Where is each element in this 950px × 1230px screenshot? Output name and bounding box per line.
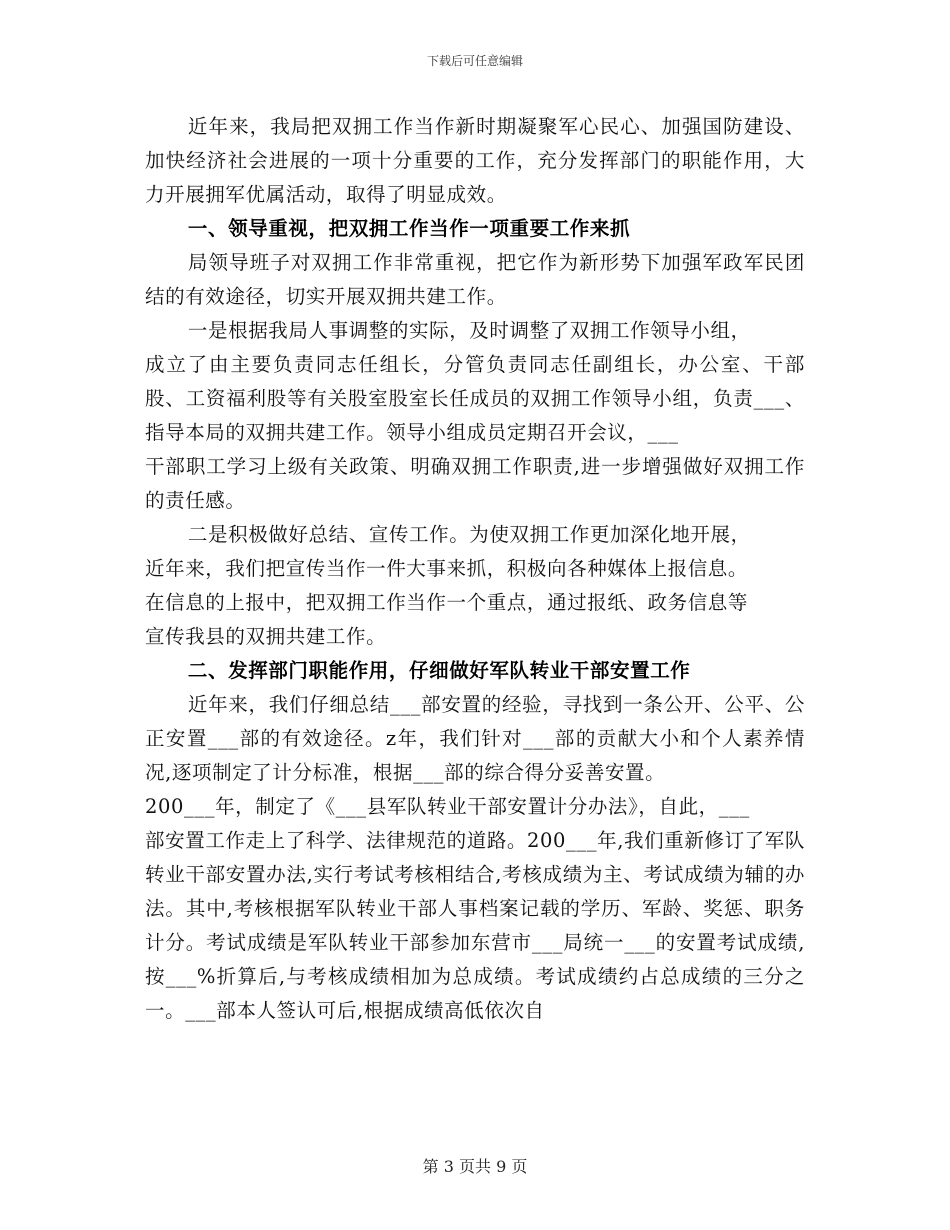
paragraph-leadership: 局领导班子对双拥工作非常重视，把它作为新形势下加强军政军民团结的有效途径，切实开展双拥共建工作。	[145, 251, 805, 308]
paragraph-intro: 近年来，我局把双拥工作当作新时期凝聚军心民心、加强国防建设、加快经济社会进展的一项十分重要的工作，充分发挥部门的职能作用，大力开展拥军优属活动，取得了明显成效。	[145, 115, 805, 206]
page-number: 第 3 页共 9 页	[422, 1157, 528, 1176]
paragraph-point-one: 一是根据我局人事调整的实际，及时调整了双拥工作领导小组， 成立了由主要负责同志任组长，分管负责同志任副组长，办公室、干部股、工资福利股等有关股室股室长任成员的双拥工作领导小组，负责___、指导本局的双拥共建工作。领导小组成员定期召开会议，___ 干部职工学习上级有关政策、明确双拥工作职责,进一步增强做好双拥工作的责任感。	[145, 319, 805, 512]
section-heading-1: 一、领导重视，把双拥工作当作一项重要工作来抓	[187, 217, 631, 240]
paragraph-point-two: 二是积极做好总结、宣传工作。为使双拥工作更加深化地开展， 近年来，我们把宣传当作一件大事来抓，积极向各种媒体上报信息。 在信息的上报中，把双拥工作当作一个重点，通过报纸、政务信息等 宣传我县的双拥共建工作。	[145, 523, 751, 648]
document-body	[145, 110, 805, 1028]
section-heading-2: 二、发挥部门职能作用，仔细做好军队转业干部安置工作	[187, 659, 691, 682]
paragraph-resettlement: 近年来，我们仔细总结___部安置的经验，寻找到一条公开、公平、公正安置___部的有效途径。z年，我们针对___部的贡献大小和个人素养情况,逐项制定了计分标准，根据___部的综合得分妥善安置。 200___年，制定了《___县军队转业干部安置计分办法》，自此，___ 部安置工作走上了科学、法律规范的道路。200___年,我们重新修订了军队转业干部安置办法,实行考试考核相结合,考核成绩为主、考试成绩为辅的办法。其中,考核根据军队转业干部人事档案记载的学历、军龄、奖惩、职务计分。考试成绩是军队转业干部参加东营市___局统一___的安置考试成绩,按___%折算后,与考核成绩相加为总成绩。考试成绩约占总成绩的三分之一。___部本人签认可后,根据成绩高低依次自	[145, 693, 805, 1022]
page-header: 下载后可任意编辑	[426, 54, 523, 68]
